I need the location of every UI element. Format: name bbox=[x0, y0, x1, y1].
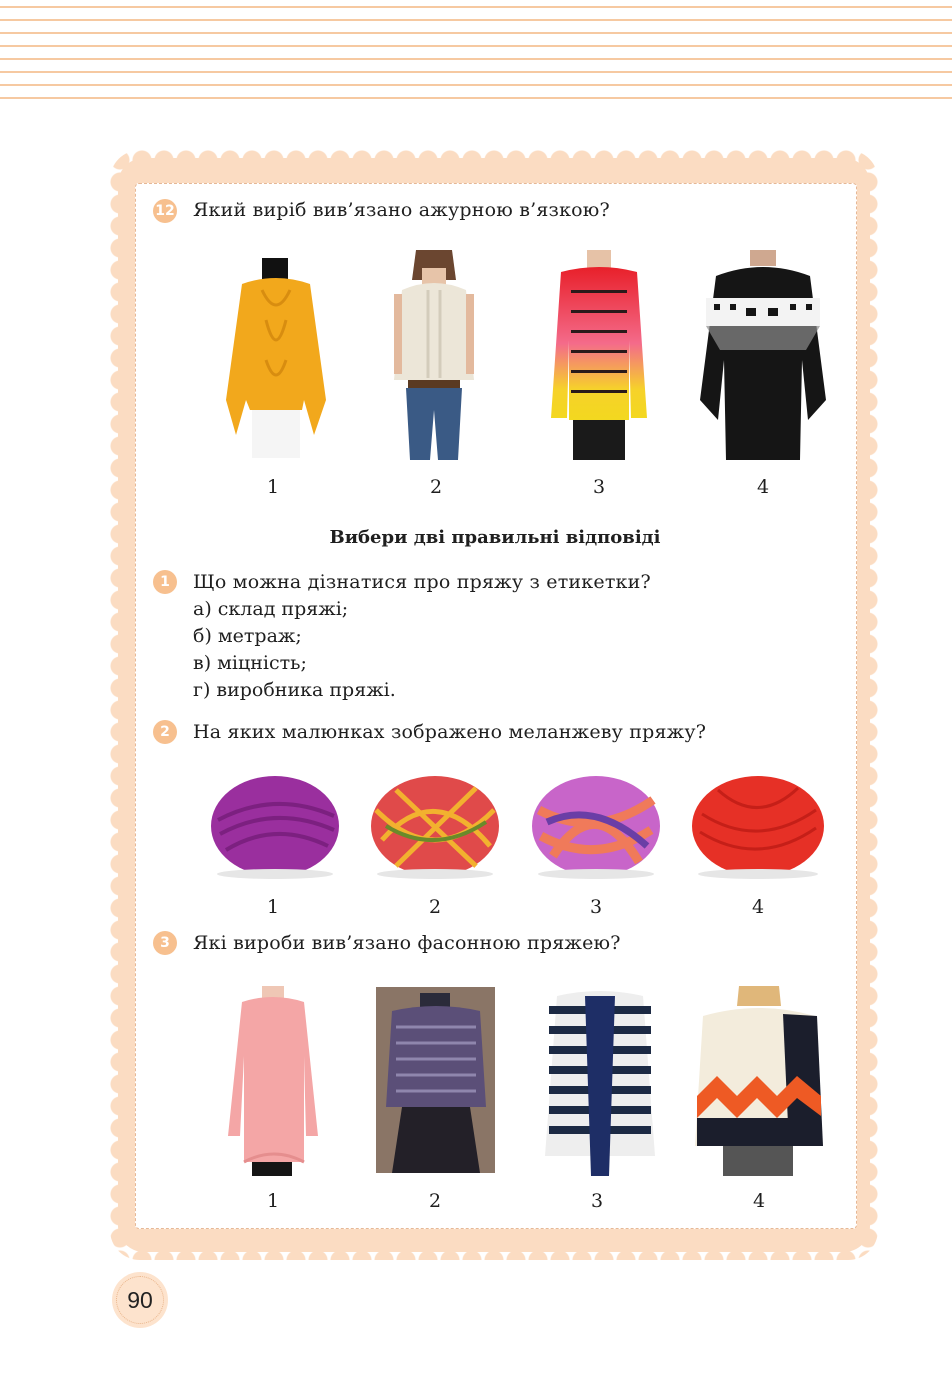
answer-option: б) метраж; bbox=[193, 625, 302, 647]
image-label: 3 bbox=[589, 896, 603, 918]
boucle-pullover-photo bbox=[376, 987, 495, 1173]
question-number-badge: 3 bbox=[153, 931, 177, 955]
answer-option: в) міцність; bbox=[193, 652, 307, 674]
melange-yarn-ball-image bbox=[527, 770, 665, 880]
image-label: 1 bbox=[266, 1190, 280, 1212]
page-number: 90 bbox=[112, 1272, 168, 1328]
striped-tweed-jacket-image bbox=[543, 986, 657, 1176]
red-yarn-ball-image bbox=[688, 770, 828, 880]
question-number-badge: 1 bbox=[153, 570, 177, 594]
question-12-text: Який виріб вив’язано ажурною в’язкою? bbox=[193, 199, 610, 221]
image-label: 2 bbox=[428, 1190, 442, 1212]
image-label: 3 bbox=[592, 476, 606, 498]
image-label: 2 bbox=[428, 896, 442, 918]
image-label: 1 bbox=[266, 476, 280, 498]
answer-option: а) склад пряжі; bbox=[193, 598, 349, 620]
image-label: 4 bbox=[756, 476, 770, 498]
image-label: 2 bbox=[429, 476, 443, 498]
image-label: 4 bbox=[752, 1190, 766, 1212]
black-nordic-sweater-image bbox=[696, 250, 830, 460]
question-2-text: На яких малюнках зображено меланжеву пряжу? bbox=[193, 721, 707, 743]
image-label: 3 bbox=[590, 1190, 604, 1212]
question-1-text: Що можна дізнатися про пряжу з етикетки? bbox=[193, 571, 651, 593]
image-label: 1 bbox=[266, 896, 280, 918]
question-3-text: Які вироби вив’язано фасонною пряжею? bbox=[193, 932, 621, 954]
purple-yarn-ball-image bbox=[206, 770, 344, 880]
chevron-pattern-sweater-image bbox=[693, 986, 825, 1176]
question-number-badge: 12 bbox=[153, 199, 177, 223]
openwork-gradient-sweater-image bbox=[547, 250, 651, 460]
question-number-badge: 2 bbox=[153, 720, 177, 744]
multicolor-yarn-ball-image bbox=[366, 770, 504, 880]
answer-option: г) виробника пряжі. bbox=[193, 679, 396, 701]
image-label: 4 bbox=[751, 896, 765, 918]
cream-knit-vest-image bbox=[378, 250, 490, 460]
section-heading: Вибери дві правильні відповіді bbox=[329, 527, 661, 548]
top-ruled-lines bbox=[0, 0, 952, 104]
yellow-sweater-image bbox=[222, 250, 330, 460]
pink-fuzzy-sweater-image bbox=[222, 986, 324, 1176]
